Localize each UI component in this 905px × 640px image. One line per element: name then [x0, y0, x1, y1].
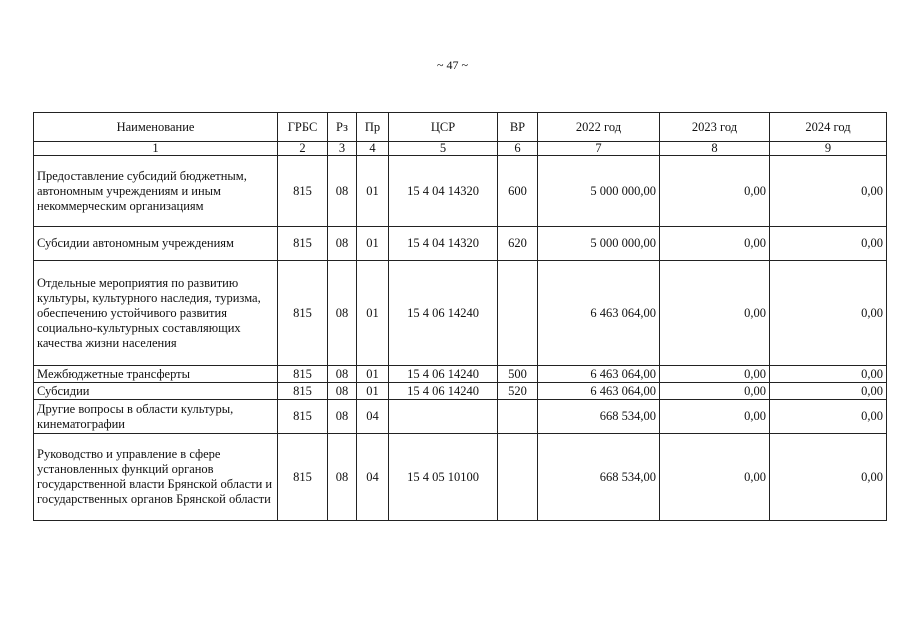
row-pr: 04: [357, 434, 389, 521]
row-grbs: 815: [278, 366, 328, 383]
row-name: Руководство и управление в сфере установленных функций органов государственной власти Брянской области и государственных органов Брянской области: [34, 434, 278, 521]
header-row: [34, 113, 887, 142]
row-2023: 0,00: [660, 434, 770, 521]
header-2023: 2023 год: [660, 113, 770, 142]
budget-table: [33, 112, 887, 521]
row-2024: 0,00: [770, 261, 887, 366]
table-row: [34, 383, 887, 400]
row-2023: 0,00: [660, 383, 770, 400]
column-number: 9: [770, 142, 887, 156]
row-2024: 0,00: [770, 383, 887, 400]
row-2022: 6 463 064,00: [538, 261, 660, 366]
row-vr: 500: [498, 366, 538, 383]
row-pr: 01: [357, 366, 389, 383]
header-name: Наименование: [34, 113, 278, 142]
header-rz: Рз: [328, 113, 357, 142]
row-name: Субсидии автономным учреждениям: [34, 227, 278, 261]
row-rz: 08: [328, 227, 357, 261]
row-2024: 0,00: [770, 400, 887, 434]
row-2022: 5 000 000,00: [538, 156, 660, 227]
row-csr: 15 4 06 14240: [389, 261, 498, 366]
table-row: [34, 261, 887, 366]
table-row: [34, 156, 887, 227]
column-number: 7: [538, 142, 660, 156]
table-row: [34, 434, 887, 521]
row-2024: 0,00: [770, 366, 887, 383]
row-vr: 620: [498, 227, 538, 261]
column-number: 1: [34, 142, 278, 156]
row-pr: 01: [357, 261, 389, 366]
row-2022: 668 534,00: [538, 400, 660, 434]
column-number: 5: [389, 142, 498, 156]
row-csr: 15 4 06 14240: [389, 383, 498, 400]
row-2023: 0,00: [660, 227, 770, 261]
row-2023: 0,00: [660, 261, 770, 366]
row-2024: 0,00: [770, 227, 887, 261]
row-rz: 08: [328, 261, 357, 366]
column-number: 3: [328, 142, 357, 156]
row-2024: 0,00: [770, 434, 887, 521]
row-2022: 6 463 064,00: [538, 383, 660, 400]
row-name: Субсидии: [34, 383, 278, 400]
row-2022: 5 000 000,00: [538, 227, 660, 261]
row-pr: 01: [357, 227, 389, 261]
row-csr: 15 4 04 14320: [389, 227, 498, 261]
row-csr: 15 4 06 14240: [389, 366, 498, 383]
row-vr: [498, 434, 538, 521]
column-number: 6: [498, 142, 538, 156]
row-grbs: 815: [278, 156, 328, 227]
row-vr: 600: [498, 156, 538, 227]
row-pr: 01: [357, 156, 389, 227]
row-2024: 0,00: [770, 156, 887, 227]
row-name: Отдельные мероприятия по развитию культуры, культурного наследия, туризма, обеспечению устойчивого развития социально-культурных составляющих качества жизни населения: [34, 261, 278, 366]
row-name: Другие вопросы в области культуры, кинематографии: [34, 400, 278, 434]
row-grbs: 815: [278, 227, 328, 261]
row-csr: 15 4 05 10100: [389, 434, 498, 521]
page-number: ~ 47 ~: [437, 58, 468, 72]
row-name: Предоставление субсидий бюджетным, автономным учреждениям и иным некоммерческим организациям: [34, 156, 278, 227]
table-row: [34, 366, 887, 383]
column-number: 8: [660, 142, 770, 156]
row-csr: 15 4 04 14320: [389, 156, 498, 227]
row-vr: [498, 400, 538, 434]
row-grbs: 815: [278, 261, 328, 366]
header-grbs: ГРБС: [278, 113, 328, 142]
row-2023: 0,00: [660, 156, 770, 227]
column-number: 2: [278, 142, 328, 156]
row-grbs: 815: [278, 434, 328, 521]
header-pr: Пр: [357, 113, 389, 142]
row-rz: 08: [328, 434, 357, 521]
row-rz: 08: [328, 366, 357, 383]
row-rz: 08: [328, 400, 357, 434]
row-rz: 08: [328, 383, 357, 400]
header-2024: 2024 год: [770, 113, 887, 142]
row-pr: 04: [357, 400, 389, 434]
row-2022: 668 534,00: [538, 434, 660, 521]
column-number: 4: [357, 142, 389, 156]
column-number-row: [34, 142, 887, 156]
row-grbs: 815: [278, 383, 328, 400]
row-2023: 0,00: [660, 366, 770, 383]
header-csr: ЦСР: [389, 113, 498, 142]
row-rz: 08: [328, 156, 357, 227]
row-pr: 01: [357, 383, 389, 400]
table-row: [34, 227, 887, 261]
row-2023: 0,00: [660, 400, 770, 434]
header-vr: ВР: [498, 113, 538, 142]
row-grbs: 815: [278, 400, 328, 434]
row-vr: [498, 261, 538, 366]
row-vr: 520: [498, 383, 538, 400]
row-csr: [389, 400, 498, 434]
row-name: Межбюджетные трансферты: [34, 366, 278, 383]
row-2022: 6 463 064,00: [538, 366, 660, 383]
table-row: [34, 400, 887, 434]
header-2022: 2022 год: [538, 113, 660, 142]
